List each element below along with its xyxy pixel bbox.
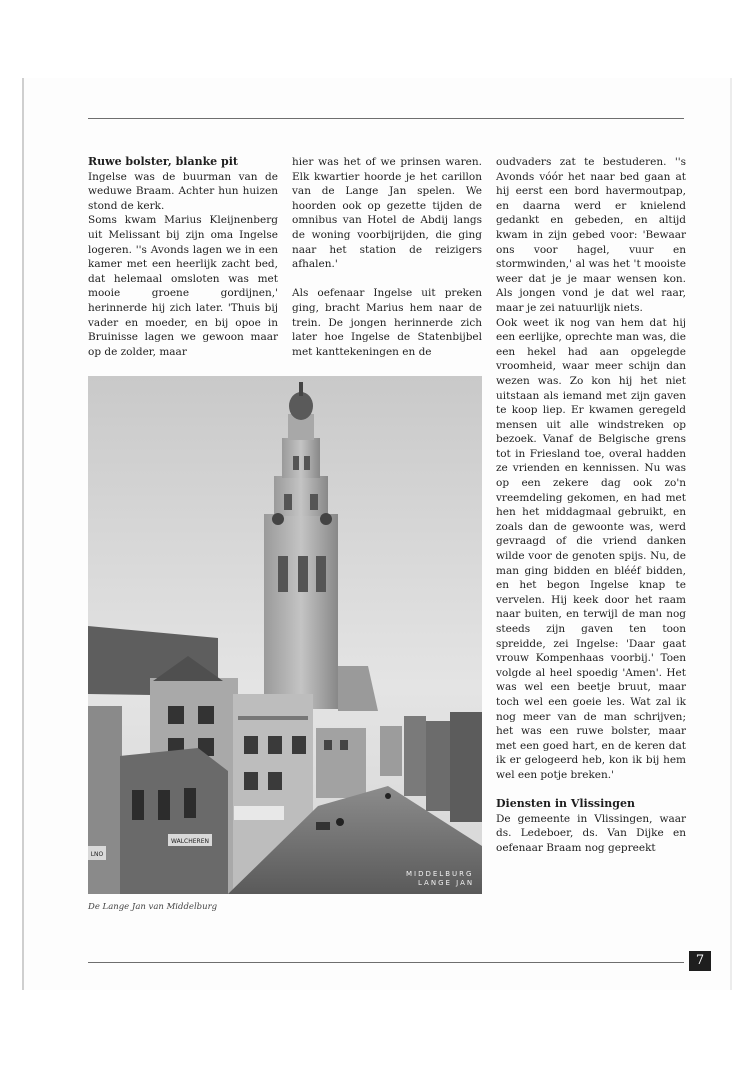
top-rule (88, 118, 684, 119)
paragraph: Als oefenaar Ingelse uit preken ging, bracht Marius hem naar de trein. De jongen herinnerde zich later hoe Ingelse de Statenbijbel met kanttekeningen en de (292, 287, 482, 358)
column-2 (292, 155, 482, 359)
paragraph: Soms kwam Marius Kleijnenberg uit Melissant bij zijn oma Ingelse logeren. ''s Avonds lagen we in een kamer met een heerlijk zacht bed, dat helemaal omsloten was met mooie groene gordijnen,' herinnerde hij zich later. 'Thuis bij vader en moeder, en bij opoe in Bruinisse lagen we gewoon maar op de zolder, maar (88, 214, 278, 358)
photo-overlay-text: MIDDELBURG LANGE JAN (406, 870, 475, 887)
paragraph: Ook weet ik nog van hem dat hij een eerlijke, oprechte man was, die een hekel had aan opgelegde vroomheid, waar meer schijn dan wezen was. Zo kon hij het niet uitstaan als iemand met zijn gaven te koop liep. Er kwamen geregeld mensen uit alle windstreken op bezoek. Vanaf de Belgische grens tot in Friesland toe, overal hadden ze vrienden en kennissen. Nu was op een zekere dag ook zo'n vreemdeling gekomen, en had met hen het middagmaal gebruikt, en zoals dan de gewoonte was, werd gevraagd of die vriend danken wilde voor de genoten spijs. Nu, de man ging bidden en blééf bidden, en het begon Ingelse knap te vervelen. Hij keek door het raam naar buiten, en terwijl de man nog steeds zijn gaven ten toon spreidde, zei Ingelse: 'Daar gaat vrouw Kompenhaas voorbij.' Toen volgde al heel spoedig 'Amen'. Het was wel een beetje bruut, maar toch wel een goeie les. Wat zal ik nog meer van de man schrijven; het was een ruwe bolster, maar met een goed hart, en de keren dat ik er gelogeerd heb, kon ik bij hem wel een potje breken.' (496, 316, 686, 781)
bottom-rule (88, 962, 684, 963)
paragraph: oudvaders zat te bestuderen. ''s Avonds vóór het naar bed gaan at hij eerst een bord havermoutpap, en daarna werd er knielend gedankt en gebeden, en altijd kwam in zijn gebed voor: 'Bewaar ons voor hagel, vuur en stormwinden,' al was het 't mooiste weer dat je je maar wensen kon. Als jongen vond je dat wel raar, maar je zei natuurlijk niets. (496, 156, 686, 314)
paragraph: De gemeente in Vlissingen, waar ds. Ledeboer, ds. Van Dijke en oefenaar Braam nog gepreekt (496, 812, 686, 854)
column-3 (496, 155, 686, 856)
lange-jan-photo (88, 376, 482, 894)
shop-sign-walcheren: WALCHEREN (171, 838, 209, 845)
shop-sign: LNO (90, 851, 104, 858)
paragraph: Ingelse was de buurman van de weduwe Braam. Achter hun huizen stond de kerk. (88, 170, 278, 212)
section-heading-diensten: Diensten in Vlissingen (496, 797, 635, 811)
section-heading-ruwe-bolster: Ruwe bolster, blanke pit (88, 155, 238, 168)
paragraph: hier was het of we prinsen waren. Elk kwartier hoorde je het carillon van de Lange Jan spelen. We hoorden ook op gezette tijden de omnibus van Hotel de Abdij langs de woning voorbijrijden, die ging naar het station de reizigers afhalen.' (292, 156, 482, 271)
photo-caption: De Lange Jan van Middelburg (88, 902, 218, 912)
page-number: 7 (689, 951, 711, 971)
column-1 (88, 155, 278, 359)
